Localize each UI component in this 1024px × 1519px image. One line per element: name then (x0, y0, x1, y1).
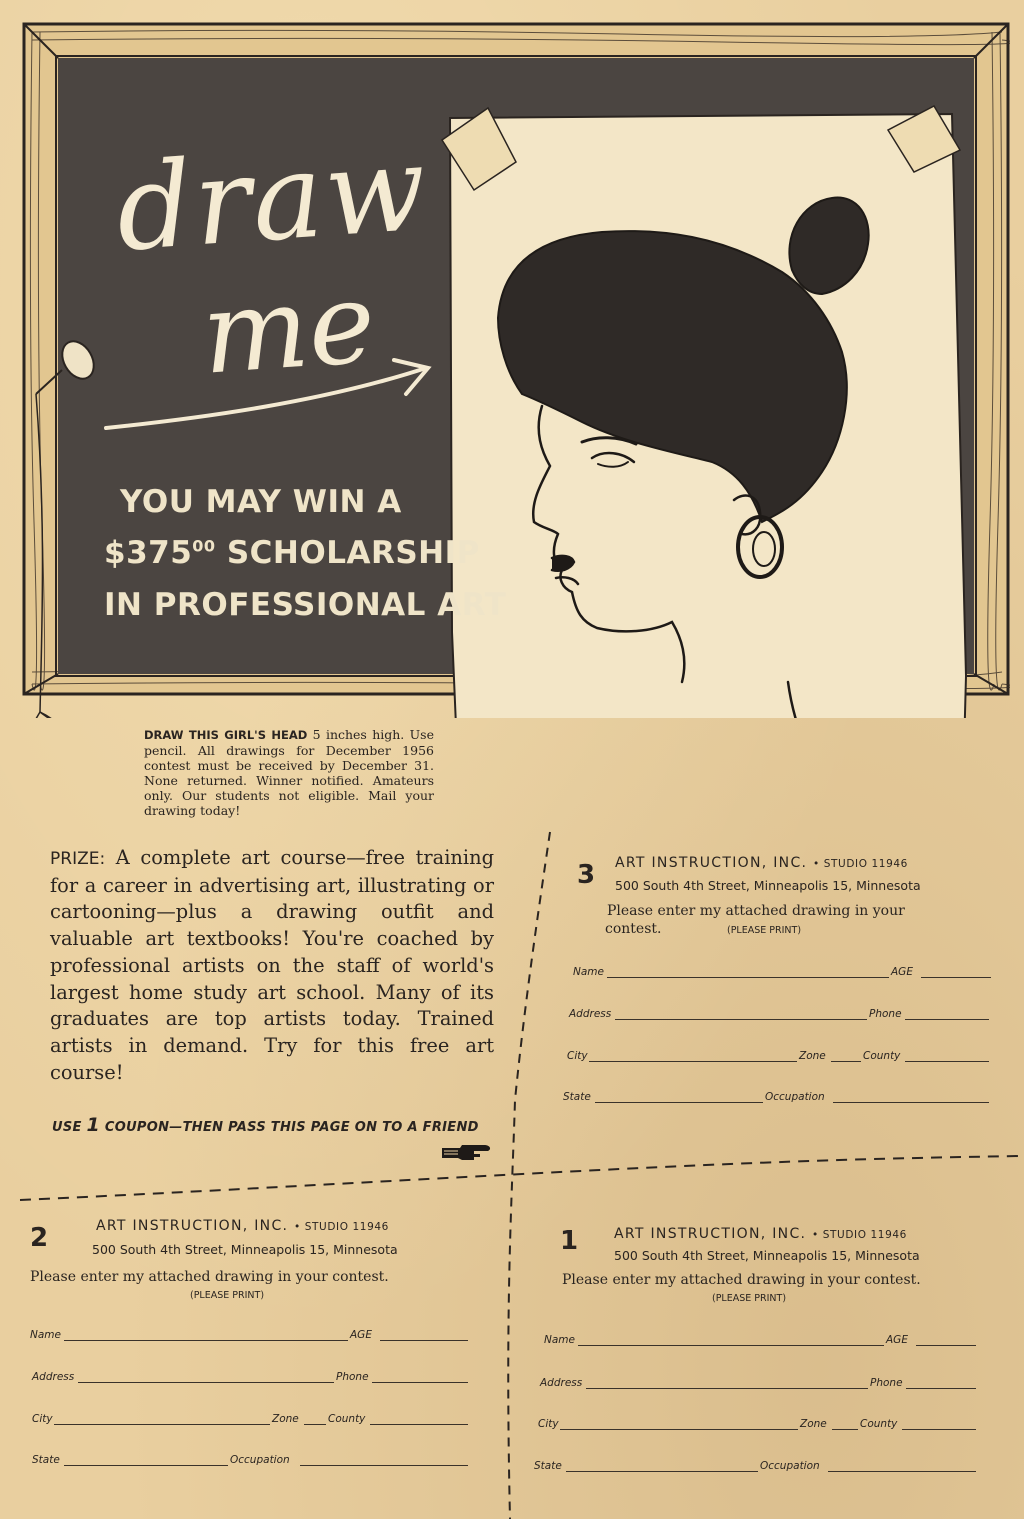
name-age-row (30, 1328, 468, 1342)
studio-number: • STUDIO 11946 (813, 858, 908, 870)
state-field[interactable] (64, 1465, 228, 1466)
address-phone-row (540, 1376, 976, 1390)
rules-text: 5 inches high. Use pencil. All drawings for December 1956 contest must be received by December 31. None returned. Winner notified. Amateurs only. Our students not eligible. Mail your drawing today! (144, 727, 434, 818)
county-field[interactable] (370, 1424, 468, 1425)
coupon-company (96, 1218, 389, 1234)
name-field[interactable] (64, 1340, 348, 1341)
coupon-address: 500 South 4th Street, Minneapolis 15, Minnesota (615, 878, 921, 893)
occupation-label: Occupation (765, 1091, 825, 1103)
name-field[interactable] (578, 1345, 884, 1346)
studio-number: • STUDIO 11946 (294, 1221, 389, 1233)
age-label: AGE (350, 1329, 372, 1341)
coupon-enter-line1: Please enter my attached drawing in your (607, 903, 905, 919)
zone-field[interactable] (304, 1424, 326, 1425)
address-label: Address (32, 1371, 75, 1383)
prize-body: A complete art course—free training for a career in advertising art, illustrating or cartooning—plus a drawing outfit and valuable art textbooks! You're coached by professional artists on the staff of world's largest home study art school. Many of its graduates are top artists today. Trained artists in demand. Try for this free art course! (50, 846, 494, 1084)
phone-field[interactable] (372, 1382, 468, 1383)
phone-label: Phone (336, 1371, 369, 1383)
state-label: State (563, 1091, 591, 1103)
coupon-company (615, 855, 908, 871)
please-print-note: (PLEASE PRINT) (712, 1293, 787, 1304)
prize-cents: 00 (192, 536, 216, 556)
headline-draw: draw (112, 118, 433, 278)
state-occupation-row (534, 1459, 976, 1473)
occupation-label: Occupation (760, 1460, 820, 1472)
occupation-label: Occupation (230, 1454, 290, 1466)
name-field[interactable] (607, 977, 889, 978)
county-field[interactable] (905, 1061, 989, 1062)
address-phone-row (569, 1007, 989, 1021)
zone-label: Zone (800, 1418, 827, 1430)
coupon-enter-line1: Please enter my attached drawing in your contest. (30, 1269, 389, 1285)
zone-label: Zone (799, 1050, 826, 1062)
occupation-field[interactable] (828, 1471, 976, 1472)
pass-on-post: COUPON—THEN PASS THIS PAGE ON TO A FRIEND (100, 1120, 479, 1135)
zone-field[interactable] (831, 1061, 861, 1062)
address-label: Address (569, 1008, 612, 1020)
company-name: ART INSTRUCTION, INC. (615, 855, 808, 871)
zone-label: Zone (272, 1413, 299, 1425)
company-name: ART INSTRUCTION, INC. (96, 1218, 289, 1234)
city-zone-county-row (538, 1417, 976, 1431)
name-label: Name (544, 1334, 575, 1346)
phone-label: Phone (870, 1377, 903, 1389)
age-label: AGE (886, 1334, 908, 1346)
please-print-note: (PLEASE PRINT) (727, 925, 802, 936)
city-label: City (538, 1418, 559, 1430)
coupon-3 (555, 845, 1005, 1105)
coupon-number: 1 (560, 1226, 579, 1256)
headline-me: me (198, 257, 380, 400)
state-field[interactable] (566, 1471, 758, 1472)
state-label: State (534, 1460, 562, 1472)
age-field[interactable] (916, 1345, 976, 1346)
name-age-row (544, 1333, 974, 1347)
state-occupation-row (563, 1090, 989, 1104)
city-zone-county-row (32, 1412, 468, 1426)
coupon-2 (26, 1215, 496, 1480)
prize-word: SCHOLARSHIP (226, 535, 480, 571)
coupon-number: 3 (577, 860, 596, 890)
phone-label: Phone (869, 1008, 902, 1020)
name-label: Name (30, 1329, 61, 1341)
pass-on-number: 1 (86, 1114, 101, 1136)
company-name: ART INSTRUCTION, INC. (614, 1226, 807, 1242)
county-label: County (863, 1050, 901, 1062)
prize-amount: $375 (104, 535, 193, 571)
coupon-address: 500 South 4th Street, Minneapolis 15, Minnesota (92, 1242, 398, 1257)
phone-field[interactable] (905, 1019, 989, 1020)
county-field[interactable] (902, 1429, 976, 1430)
address-field[interactable] (615, 1019, 867, 1020)
zone-field[interactable] (832, 1429, 858, 1430)
age-field[interactable] (380, 1340, 468, 1341)
studio-number: • STUDIO 11946 (812, 1229, 907, 1241)
occupation-field[interactable] (833, 1102, 989, 1103)
city-label: City (567, 1050, 588, 1062)
prize-line-3: IN PROFESSIONAL ART (104, 587, 507, 623)
address-field[interactable] (586, 1388, 868, 1389)
city-field[interactable] (54, 1424, 270, 1425)
phone-field[interactable] (906, 1388, 976, 1389)
city-zone-county-row (567, 1049, 989, 1063)
coupon-enter-line2: contest. (605, 921, 662, 937)
state-label: State (32, 1454, 60, 1466)
address-phone-row (32, 1370, 468, 1384)
county-label: County (860, 1418, 898, 1430)
name-age-row (573, 965, 991, 979)
coupon-enter-line1: Please enter my attached drawing in your contest. (562, 1272, 921, 1288)
coupon-address: 500 South 4th Street, Minneapolis 15, Minnesota (614, 1248, 920, 1263)
coupon-1 (534, 1218, 1004, 1483)
age-field[interactable] (921, 977, 991, 978)
city-label: City (32, 1413, 53, 1425)
state-field[interactable] (595, 1102, 763, 1103)
city-field[interactable] (589, 1061, 797, 1062)
county-label: County (328, 1413, 366, 1425)
coupon-company (614, 1226, 907, 1242)
please-print-note: (PLEASE PRINT) (190, 1290, 265, 1301)
address-field[interactable] (78, 1382, 334, 1383)
pass-on-pre: USE (52, 1120, 87, 1135)
state-occupation-row (32, 1453, 468, 1467)
occupation-field[interactable] (300, 1465, 468, 1466)
age-label: AGE (891, 966, 913, 978)
coupon-number: 2 (30, 1223, 49, 1253)
city-field[interactable] (560, 1429, 798, 1430)
prize-lead: PRIZE: (50, 849, 106, 869)
name-label: Name (573, 966, 604, 978)
address-label: Address (540, 1377, 583, 1389)
rules-lead: DRAW THIS GIRL'S HEAD (144, 728, 308, 742)
prize-line-1: YOU MAY WIN A (120, 484, 402, 520)
